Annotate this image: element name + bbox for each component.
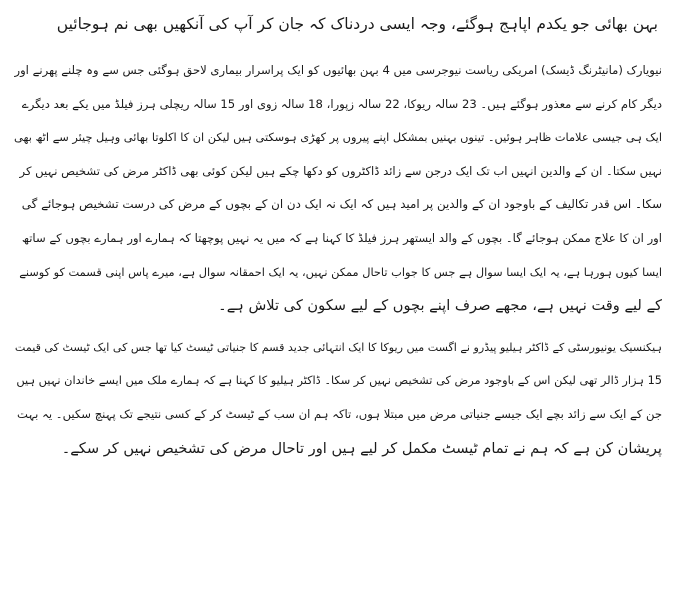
paragraph-1	[10, 54, 662, 323]
paragraph-line: اور ان کا علاج ممکن ہوجائے گا۔ بچوں کے والد ایستھر ہرز فیلڈ کا کہنا ہے کہ میں یہ نہیں پوچھتا کہ ہمارے اور ہمارے بچوں کے ساتھ	[21, 230, 662, 245]
paragraph-line: ہیکنسیک یونیورسٹی کے ڈاکٹر ہیلیو پیڈرو نے اگست میں ریوکا کا ایک انتہائی جدید قسم کا جنیاتی ٹیسٹ کیا تھا جس کی ایک ٹیسٹ کی قیمت	[14, 340, 662, 354]
paragraph-line: دیگر کام کرنے سے معذور ہوگئے ہیں۔ 23 سالہ ریوکا، 22 سالہ زپورا، 18 سالہ زوی اور 15 سالہ ریچلی ہرز فیلڈ میں یکے بعد دیگرے	[21, 96, 662, 111]
paragraph-line: ایسا کیوں ہورہا ہے، یہ ایک ایسا سوال ہے جس کا جواب تاحال ممکن نہیں، یہ ایک احمقانہ سوال ہے، میرے پاس اپنی قسمت کو کوسنے	[19, 264, 662, 279]
paragraph-line: جن کے ایک سے زائد بچے ایک جیسے جنیاتی مرض میں مبتلا ہوں، تاکہ ہم ان سب کے ٹیسٹ کر کے کسی نتیجے تک پہنچ سکیں۔ یہ بہت	[16, 406, 662, 421]
paragraph-line: نیویارک (مانیٹرنگ ڈیسک) امریکی ریاست نیوجرسی میں 4 بہن بھائیوں کو ایک پراسرار بیماری لاحق ہوگئی جس سے وہ چلنے پھرنے اور	[14, 63, 662, 77]
paragraph-line: پریشان کن ہے کہ ہم نے تمام ٹیسٹ مکمل کر لیے ہیں اور تاحال مرض کی تشخیص نہیں کر سکے۔	[61, 439, 662, 457]
paragraph-line: ایک ہی جیسی علامات ظاہر ہوئیں۔ تینوں بہنیں بمشکل اپنے پیروں پر کھڑی ہوسکتی ہیں لیکن ان کا اکلوتا بھائی وہیل چیئر سے اٹھ بھی	[14, 130, 662, 145]
paragraph-line: سکا۔ اس قدر تکالیف کے باوجود ان کے والدین پر امید ہیں کہ ایک نہ ایک دن ان کے بچوں کے مرض کی درست تشخیص ہوجائے گی	[21, 197, 662, 212]
paragraph-line: کے لیے وقت نہیں ہے، مجھے صرف اپنے بچوں کے لیے سکون کی تلاش ہے۔	[218, 297, 662, 315]
article-headline: بہن بھائی جو یکدم اپاہج ہوگئے، وجہ ایسی دردناک کہ جان کر آپ کی آنکھیں بھی نم ہوجائیں	[56, 15, 658, 33]
paragraph-2	[10, 331, 662, 465]
paragraph-line: نہیں سکتا۔ ان کے والدین انہیں اب تک ایک درجن سے زائد ڈاکٹروں کو دکھا چکے ہیں لیکن کوئی بھی ڈاکٹر مرض کی تشخیص نہیں کر	[19, 163, 662, 178]
paragraph-line: 15 ہزار ڈالر تھی لیکن اس کے باوجود مرض کی تشخیص نہیں کر سکا۔ ڈاکٹر ہیلیو کا کہنا ہے کہ ہمارے ملک میں ایسے خاندان نہیں ہیں	[16, 373, 662, 388]
